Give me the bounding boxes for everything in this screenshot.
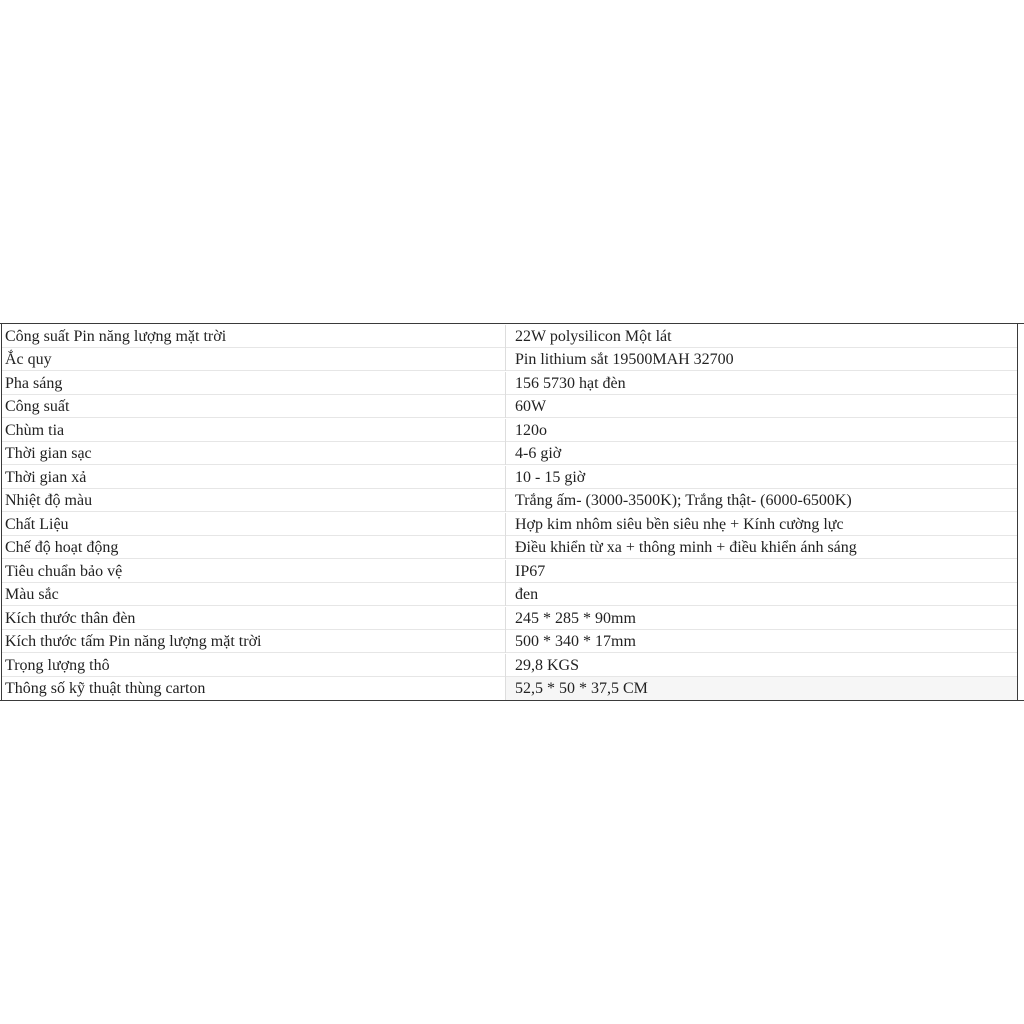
spec-label: Chùm tia: [5, 422, 65, 439]
spec-label: Chế độ hoạt động: [5, 539, 119, 556]
spec-value: 500 * 340 * 17mm: [515, 633, 636, 650]
spec-value: 4-6 giờ: [515, 445, 562, 462]
spec-label: Công suất Pin năng lượng mặt trời: [5, 328, 227, 345]
spec-value: Hợp kim nhôm siêu bền siêu nhẹ + Kính cường lực: [515, 516, 844, 533]
spec-label: Ắc quy: [5, 351, 52, 368]
spec-label: Thông số kỹ thuật thùng carton: [5, 680, 206, 697]
table-row: [2, 442, 1017, 465]
spec-label: Kích thước thân đèn: [5, 610, 136, 627]
table-row: [2, 395, 1017, 418]
table-row: [2, 654, 1017, 677]
spec-value: 52,5 * 50 * 37,5 CM: [506, 677, 1017, 700]
table-row: [2, 513, 1017, 536]
spec-label: Kích thước tấm Pin năng lượng mặt trời: [5, 633, 262, 650]
spec-value: 245 * 285 * 90mm: [515, 610, 636, 627]
table-row: [2, 372, 1017, 395]
spec-label: Nhiệt độ màu: [5, 492, 93, 509]
spec-label: Pha sáng: [5, 375, 63, 392]
spec-label: Chất Liệu: [5, 516, 69, 533]
table-row: [2, 325, 1017, 348]
spec-value: Pin lithium sắt 19500MAH 32700: [515, 351, 734, 368]
spec-label: Tiêu chuẩn bảo vệ: [5, 563, 123, 580]
spec-label: Công suất: [5, 398, 70, 415]
spec-value: Điều khiển từ xa + thông minh + điều khiển ánh sáng: [515, 539, 857, 556]
table-row: [2, 466, 1017, 489]
table-row: [2, 560, 1017, 583]
spec-value: 22W polysilicon Một lát: [515, 328, 672, 345]
spec-label: Thời gian xả: [5, 469, 87, 486]
table-row: [2, 677, 1017, 700]
table-row: [2, 489, 1017, 512]
spec-value: 10 - 15 giờ: [515, 469, 586, 486]
spec-table: [0, 323, 1024, 701]
table-row: [2, 419, 1017, 442]
spec-label: Trọng lượng thô: [5, 657, 110, 674]
table-row: [2, 536, 1017, 559]
spec-label: Màu sắc: [5, 586, 59, 603]
spec-value: đen: [515, 586, 539, 603]
spec-value: IP67: [515, 563, 546, 580]
spec-value: 156 5730 hạt đèn: [515, 375, 626, 392]
table-row: [2, 583, 1017, 606]
table-row: [2, 630, 1017, 653]
spec-value: 120o: [515, 422, 547, 439]
spec-label: Thời gian sạc: [5, 445, 92, 462]
table-row: [2, 348, 1017, 371]
table-right-border: [1017, 324, 1018, 700]
spec-value: 29,8 KGS: [515, 657, 580, 674]
table-row: [2, 607, 1017, 630]
spec-value: 60W: [515, 398, 547, 415]
spec-value: Trắng ấm- (3000-3500K); Trắng thật- (6000-6500K): [515, 492, 852, 509]
